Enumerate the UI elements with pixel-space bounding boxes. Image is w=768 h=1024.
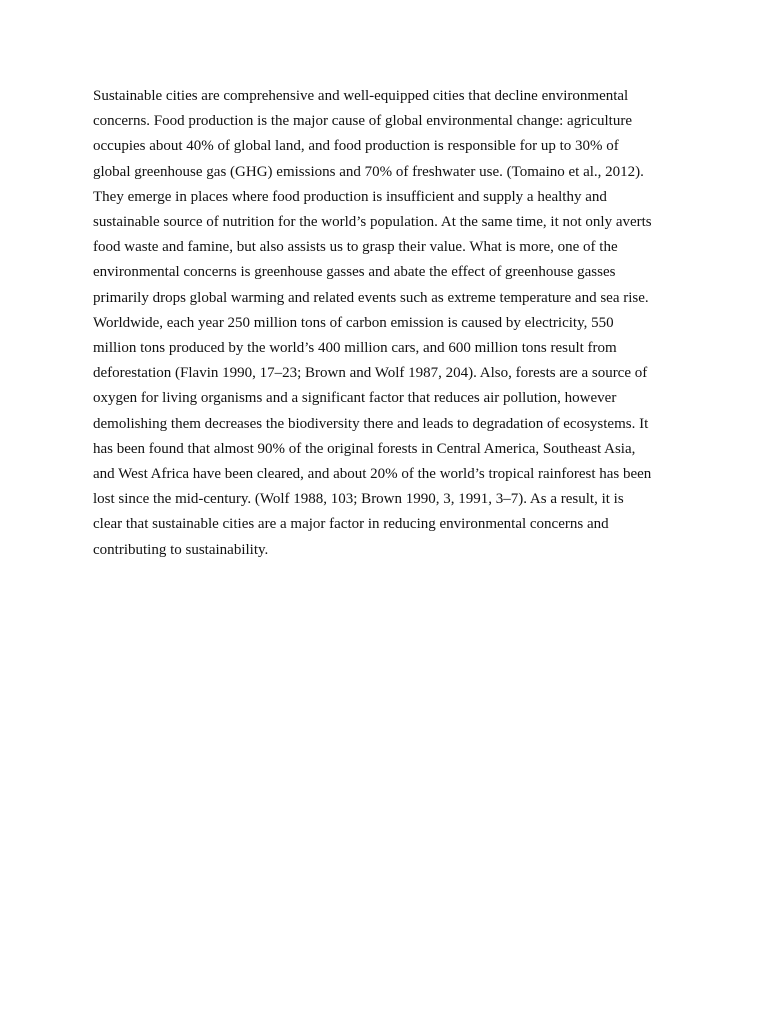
- paragraph-line: environmental concerns is greenhouse gasses and abate the effect of greenhouse gasses: [93, 264, 616, 281]
- paragraph-line: occupies about 40% of global land, and food production is responsible for up to 30% of: [93, 138, 619, 155]
- paragraph-line: sustainable source of nutrition for the world’s population. At the same time, it not only averts: [93, 214, 652, 231]
- paragraph-line: oxygen for living organisms and a significant factor that reduces air pollution, however: [93, 390, 617, 407]
- paragraph-line: Worldwide, each year 250 million tons of carbon emission is caused by electricity, 550: [93, 314, 614, 331]
- paragraph-line: lost since the mid-century. (Wolf 1988, 103; Brown 1990, 3, 1991, 3–7). As a result, it is: [93, 491, 624, 508]
- paragraph-line: demolishing them decreases the biodiversity there and leads to degradation of ecosystems. It: [93, 415, 649, 432]
- paragraph-line: They emerge in places where food production is insufficient and supply a healthy and: [93, 188, 607, 205]
- paragraph-line: concerns. Food production is the major cause of global environmental change: agriculture: [93, 113, 632, 130]
- paragraph-line: clear that sustainable cities are a major factor in reducing environmental concerns and: [93, 516, 609, 533]
- paragraph-line: contributing to sustainability.: [93, 541, 269, 558]
- paragraph-line: global greenhouse gas (GHG) emissions and 70% of freshwater use. (Tomaino et al., 2012).: [93, 163, 644, 180]
- paragraph-line: has been found that almost 90% of the original forests in Central America, Southeast Asia,: [93, 440, 636, 457]
- paragraph-line: Sustainable cities are comprehensive and well-equipped cities that decline environmental: [93, 88, 629, 104]
- paragraph-line: primarily drops global warming and related events such as extreme temperature and sea rise.: [93, 289, 649, 306]
- body-paragraph: [93, 84, 683, 563]
- paragraph-line: million tons produced by the world’s 400 million cars, and 600 million tons result from: [93, 340, 617, 357]
- paragraph-line: and West Africa have been cleared, and about 20% of the world’s tropical rainforest has been: [93, 466, 652, 483]
- paragraph-line: food waste and famine, but also assists us to grasp their value. What is more, one of the: [93, 239, 618, 256]
- paragraph-line: deforestation (Flavin 1990, 17–23; Brown and Wolf 1987, 204). Also, forests are a source of: [93, 365, 648, 382]
